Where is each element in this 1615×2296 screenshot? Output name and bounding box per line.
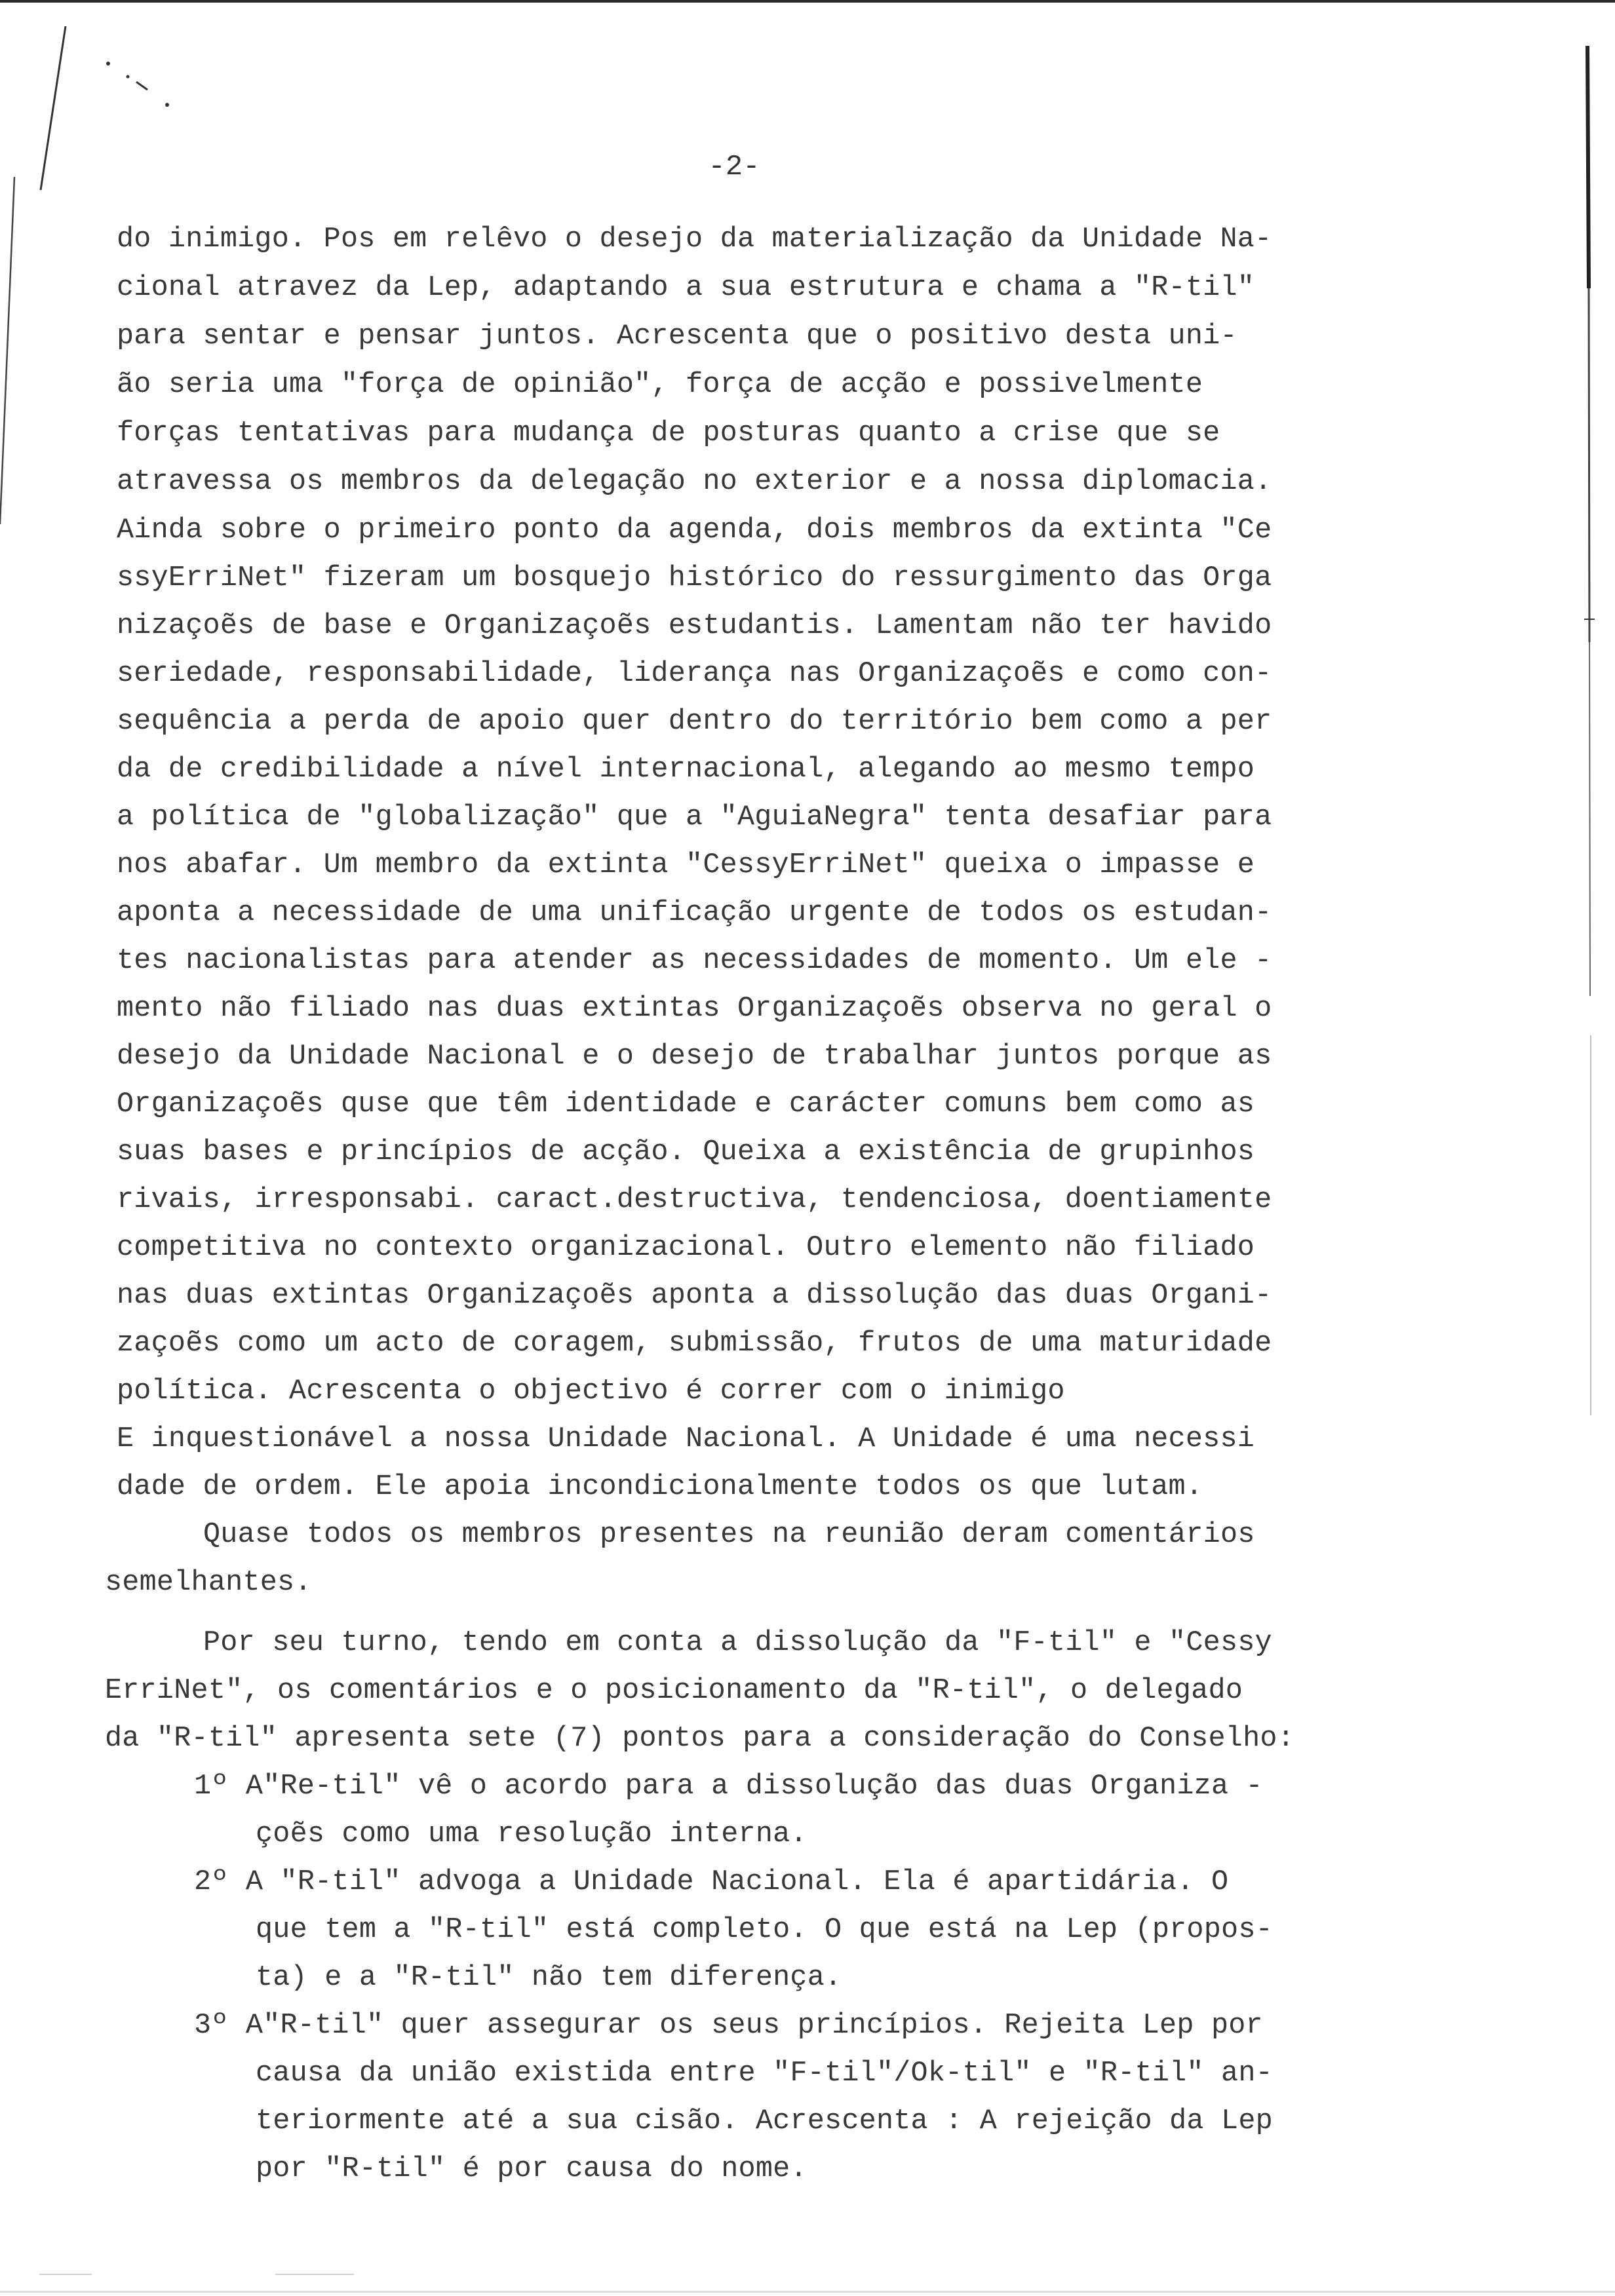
text-line: ssyErriNet" fizeram um bosquejo histórico do ressurgimento das Orga (117, 562, 1272, 594)
text-line: desejo da Unidade Nacional e o desejo de trabalhar juntos porque as (117, 1041, 1272, 1073)
text-line: da "R-til" apresenta sete (7) pontos para a consideração do Conselho: (105, 1723, 1294, 1755)
text-line: suas bases e princípios de acção. Queixa a existência de grupinhos (117, 1136, 1255, 1168)
scan-bottom-edge (0, 2291, 1615, 2293)
list-item-text: que tem a "R-til" está completo. O que está na Lep (propos- (256, 1914, 1273, 1946)
scan-bottom-speck (275, 2274, 354, 2275)
text-line: do inimigo. Pos em relêvo o desejo da materialização da Unidade Na- (117, 223, 1272, 256)
text-line: Organizaçoẽs quse que têm identidade e carácter comuns bem como as (117, 1088, 1255, 1120)
text-line: mento não filiado nas duas extintas Organizaçoẽs observa no geral o (117, 993, 1272, 1025)
list-item-text: çoẽs como uma resolução interna. (256, 1818, 808, 1850)
list-item-text: 3º A"R-til" quer assegurar os seus princípios. Rejeita Lep por (194, 2010, 1263, 2042)
text-line: seriedade, responsabilidade, liderança nas Organizaçoẽs e como con- (117, 658, 1272, 690)
text-line: sequência a perda de apoio quer dentro do território bem como a per (117, 706, 1272, 738)
text-line: ErriNet", os comentários e o posicionamento da "R-til", o delegado (105, 1675, 1243, 1707)
list-item-text: teriormente até a sua cisão. Acrescenta : A rejeição da Lep (256, 2105, 1273, 2137)
list-item-text: 2º A "R-til" advoga a Unidade Nacional. Ela é apartidária. O (194, 1866, 1229, 1898)
text-line: zaçoẽs como um acto de coragem, submissão, frutos de uma maturidade (117, 1328, 1272, 1360)
text-line: nos abafar. Um membro da extinta "CessyErriNet" queixa o impasse e (117, 849, 1255, 881)
scan-speck-marks (98, 56, 177, 115)
text-line: política. Acrescenta o objectivo é correr com o inimigo (117, 1375, 1065, 1407)
text-line: forças tentativas para mudança de posturas quanto a crise que se (117, 417, 1220, 450)
text-line: rivais, irresponsabi. caract.destructiva, tendenciosa, doentiamente (117, 1184, 1272, 1216)
text-line: atravessa os membros da delegação no exterior e a nossa diplomacia. (117, 466, 1272, 498)
scan-left-margin-mark (0, 26, 72, 550)
text-line: aponta a necessidade de uma unificação urgente de todos os estudan- (117, 897, 1272, 929)
scan-right-margin-mark (1583, 39, 1609, 1415)
text-line: ão seria uma "força de opinião", força de acção e possivelmente (117, 369, 1203, 401)
text-line: da de credibilidade a nível internacional, alegando ao mesmo tempo (117, 754, 1255, 786)
list-item-text: ta) e a "R-til" não tem diferença. (256, 1962, 842, 1994)
list-item-text: 1º A"Re-til" vê o acordo para a dissolução das duas Organiza - (194, 1770, 1263, 1803)
text-line: nas duas extintas Organizaçoẽs aponta a dissolução das duas Organi- (117, 1280, 1272, 1312)
text-line: a política de "globalização" que a "AguiaNegra" tenta desafiar para (117, 801, 1272, 833)
text-line: competitiva no contexto organizacional. Outro elemento não filiado (117, 1232, 1255, 1264)
text-line: tes nacionalistas para atender as necessidades de momento. Um ele - (117, 945, 1272, 977)
text-line: Quase todos os membros presentes na reunião deram comentários (203, 1519, 1255, 1551)
page-number: -2- (708, 151, 760, 183)
text-line: semelhantes. (105, 1567, 312, 1599)
text-line: E inquestionável a nossa Unidade Nacional. A Unidade é uma necessi (117, 1423, 1255, 1455)
text-line: cional atravez da Lep, adaptando a sua estrutura e chama a "R-til" (117, 272, 1255, 304)
text-line: Por seu turno, tendo em conta a dissolução da "F-til" e "Cessy (203, 1627, 1272, 1659)
text-line: nizaçoẽs de base e Organizaçoẽs estudantis. Lamentam não ter havido (117, 610, 1272, 642)
text-line: dade de ordem. Ele apoia incondicionalmente todos os que lutam. (117, 1471, 1203, 1503)
scan-bottom-speck (39, 2274, 92, 2275)
list-item-text: causa da união existida entre "F-til"/Ok-til" e "R-til" an- (256, 2057, 1273, 2090)
list-item-text: por "R-til" é por causa do nome. (256, 2153, 808, 2185)
text-line: Ainda sobre o primeiro ponto da agenda, dois membros da extinta "Ce (117, 514, 1272, 546)
scan-top-edge (0, 0, 1615, 3)
text-line: para sentar e pensar juntos. Acrescenta que o positivo desta uni- (117, 320, 1237, 353)
